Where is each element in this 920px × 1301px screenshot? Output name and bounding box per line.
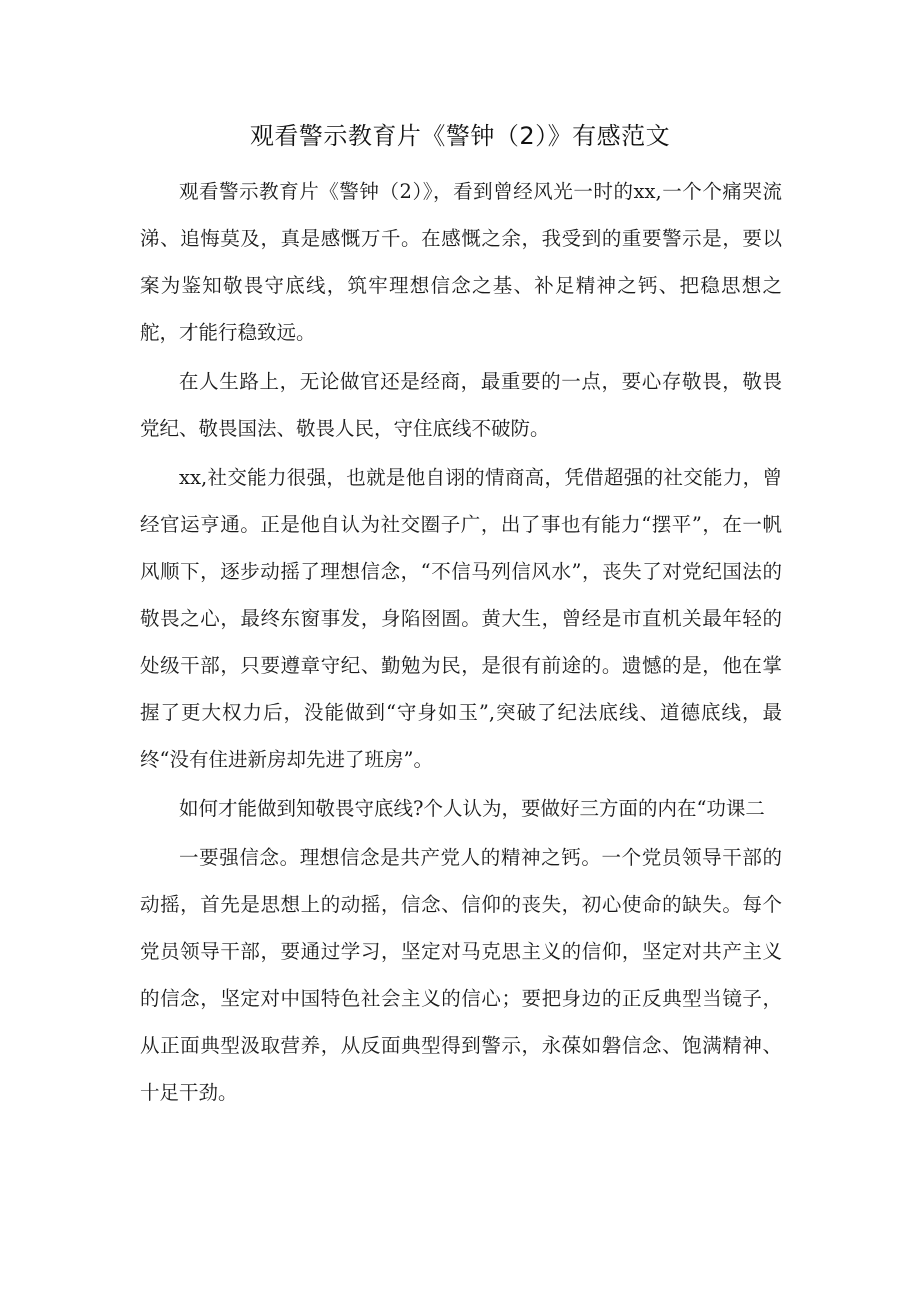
- paragraph-2: 在人生路上，无论做官还是经商，最重要的一点，要心存敬畏，敬畏党纪、敬畏国法、敬畏人民，守住底线不破防。: [140, 370, 782, 440]
- document-body: [140, 168, 782, 1118]
- paragraph-1: 观看警示教育片《警钟（2）》，看到曾经风光一时的xx,一个个痛哭流涕、追悔莫及，真是感慨万千。在感慨之余，我受到的重要警示是，要以案为鉴知敬畏守底线，筑牢理想信念之基、补足精神之钙、把稳思想之舵，才能行稳致远。: [140, 180, 782, 344]
- paragraph-4: 如何才能做到知敬畏守底线?个人认为，要做好三方面的内在“功课二: [179, 797, 765, 820]
- paragraph-5: 一要强信念。理想信念是共产党人的精神之钙。一个党员领导干部的动摇，首先是思想上的动摇，信念、信仰的丧失，初心使命的缺失。每个党员领导干部，要通过学习，坚定对马克思主义的信仰，坚定对共产主义的信念，坚定对中国特色社会主义的信心；要把身边的正反典型当镜子，从正面典型汲取营养，从反面典型得到警示，永葆如磐信念、饱满精神、十足干劲。: [140, 846, 782, 1104]
- document-title: 观看警示教育片《警钟（2）》有感范文: [249, 122, 671, 150]
- paragraph-3: xx,社交能力很强，也就是他自诩的情商高，凭借超强的社交能力，曾经官运亨通。正是他自认为社交圈子广，出了事也有能力“摆平”，在一帆风顺下，逐步动摇了理想信念，“不信马列信风水”，丧失了对党纪国法的敬畏之心，最终东窗事发，身陷囹圄。黄大生，曾经是市直机关最年轻的处级干部，只要遵章守纪、勤勉为民，是很有前途的。遗憾的是，他在掌握了更大权力后，没能做到“守身如玉”,突破了纪法底线、道德底线，最终“没有住进新房却先进了班房”。: [140, 466, 782, 771]
